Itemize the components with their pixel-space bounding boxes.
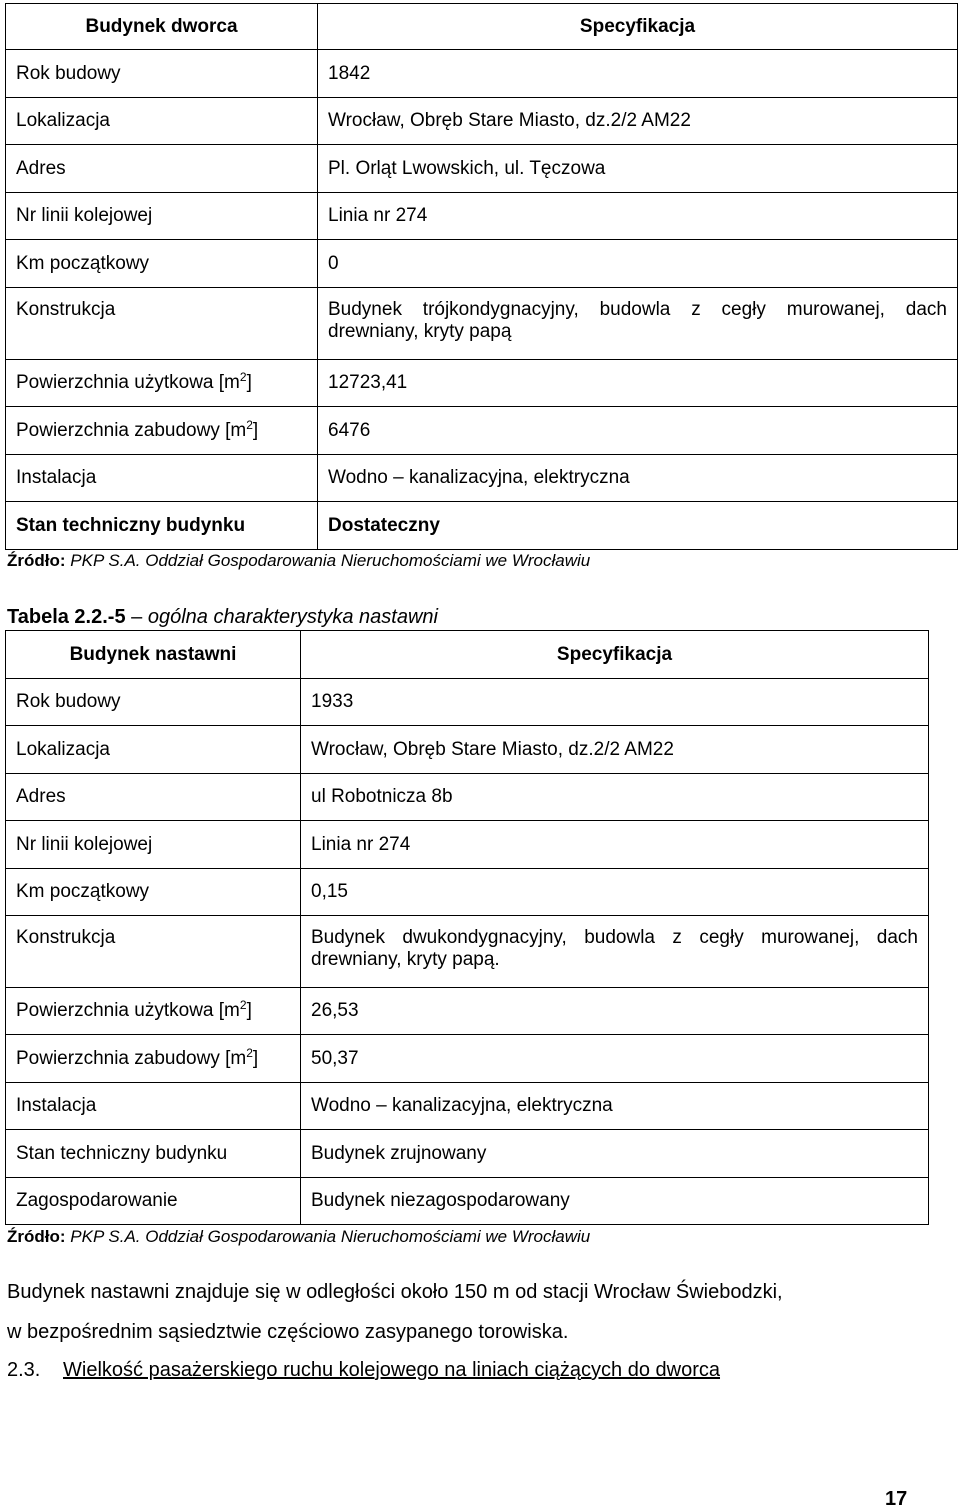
row-label: Km początkowy <box>6 240 318 288</box>
table-row <box>6 240 958 288</box>
row-value: Budynek dwukondygnacyjny, budowla z cegły murowanej, dach drewniany, kryty papą. <box>301 916 929 988</box>
header-specification: Specyfikacja <box>301 631 929 679</box>
row-label: Instalacja <box>6 1083 301 1130</box>
table-row <box>6 869 929 916</box>
table-row <box>6 193 958 240</box>
row-label: Adres <box>6 774 301 821</box>
table-header-row <box>6 4 958 50</box>
table-row <box>6 455 958 502</box>
table-row <box>6 988 929 1035</box>
row-label: Zagospodarowanie <box>6 1178 301 1225</box>
table-row <box>6 98 958 145</box>
section-heading <box>7 1359 720 1382</box>
table-row <box>6 360 958 407</box>
table-row <box>6 50 958 98</box>
row-label: Instalacja <box>6 455 318 502</box>
row-value: Budynek niezagospodarowany <box>301 1178 929 1225</box>
row-value: Linia nr 274 <box>301 821 929 869</box>
table-row <box>6 407 958 455</box>
row-label: Nr linii kolejowej <box>6 193 318 240</box>
table-row <box>6 774 929 821</box>
page-number: 17 <box>885 1488 908 1510</box>
table-row <box>6 502 958 550</box>
row-label: Konstrukcja <box>6 916 301 988</box>
row-label: Lokalizacja <box>6 726 301 774</box>
signal-box-table <box>5 630 929 1225</box>
row-label: Km początkowy <box>6 869 301 916</box>
row-label: Powierzchnia użytkowa $[m^2]$ <box>6 360 318 407</box>
table-row <box>6 1130 929 1178</box>
row-label: Konstrukcja <box>6 288 318 360</box>
paragraph-line-1: Budynek nastawni znajduje się w odległości około 150 m od stacji Wrocław Świebodzki, <box>7 1281 783 1303</box>
row-value: Dostateczny <box>318 502 958 550</box>
row-value: Wrocław, Obręb Stare Miasto, dz.2/2 AM22 <box>301 726 929 774</box>
row-label: Stan techniczny budynku <box>6 502 318 550</box>
row-label: Powierzchnia zabudowy $[m^2]$ <box>6 1035 301 1083</box>
row-value: Budynek trójkondygnacyjny, budowla z cegły murowanej, dach drewniany, kryty papą <box>318 288 958 360</box>
row-value: 1933 <box>301 679 929 726</box>
table-header-row <box>6 631 929 679</box>
row-value: 12723,41 <box>318 360 958 407</box>
row-value: 26,53 <box>301 988 929 1035</box>
table-row <box>6 679 929 726</box>
station-building-table <box>5 3 958 550</box>
table-row <box>6 145 958 193</box>
paragraph-line-2: w bezpośrednim sąsiedztwie częściowo zasypanego torowiska. <box>7 1321 569 1343</box>
row-value: Pl. Orląt Lwowskich, ul. Tęczowa <box>318 145 958 193</box>
table-row <box>6 288 958 360</box>
table-row <box>6 726 929 774</box>
row-value: 0 <box>318 240 958 288</box>
row-label: Stan techniczny budynku <box>6 1130 301 1178</box>
table-caption: Tabela 2.2.-5 – ogólna charakterystyka nastawni <box>7 606 438 628</box>
row-label: Powierzchnia użytkowa $[m^2]$ <box>6 988 301 1035</box>
row-label: Rok budowy <box>6 679 301 726</box>
row-label: Nr linii kolejowej <box>6 821 301 869</box>
row-value: Wrocław, Obręb Stare Miasto, dz.2/2 AM22 <box>318 98 958 145</box>
row-label: Powierzchnia zabudowy $[m^2]$ <box>6 407 318 455</box>
table-row <box>6 916 929 988</box>
table2-source-note: Źródło: PKP S.A. Oddział Gospodarowania Nieruchomościami we Wrocławiu <box>7 1227 591 1246</box>
row-value: Budynek zrujnowany <box>301 1130 929 1178</box>
row-value: Wodno – kanalizacyjna, elektryczna <box>301 1083 929 1130</box>
table-row <box>6 821 929 869</box>
header-building: Budynek dworca <box>6 4 318 50</box>
table-row <box>6 1035 929 1083</box>
header-building: Budynek nastawni <box>6 631 301 679</box>
row-value: ul Robotnicza 8b <box>301 774 929 821</box>
row-value: 6476 <box>318 407 958 455</box>
row-label: Adres <box>6 145 318 193</box>
row-value: 50,37 <box>301 1035 929 1083</box>
row-label: Lokalizacja <box>6 98 318 145</box>
row-value: Linia nr 274 <box>318 193 958 240</box>
row-value: 0,15 <box>301 869 929 916</box>
section-title: Wielkość pasażerskiego ruchu kolejowego na liniach ciążących do dworca <box>63 1359 721 1381</box>
table-row <box>6 1178 929 1225</box>
row-value: Wodno – kanalizacyjna, elektryczna <box>318 455 958 502</box>
table-row <box>6 1083 929 1130</box>
table1-source-note: Źródło: PKP S.A. Oddział Gospodarowania Nieruchomościami we Wrocławiu <box>7 551 591 570</box>
section-number: 2.3. <box>7 1359 41 1381</box>
header-specification: Specyfikacja <box>318 4 958 50</box>
row-label: Rok budowy <box>6 50 318 98</box>
row-value: 1842 <box>318 50 958 98</box>
